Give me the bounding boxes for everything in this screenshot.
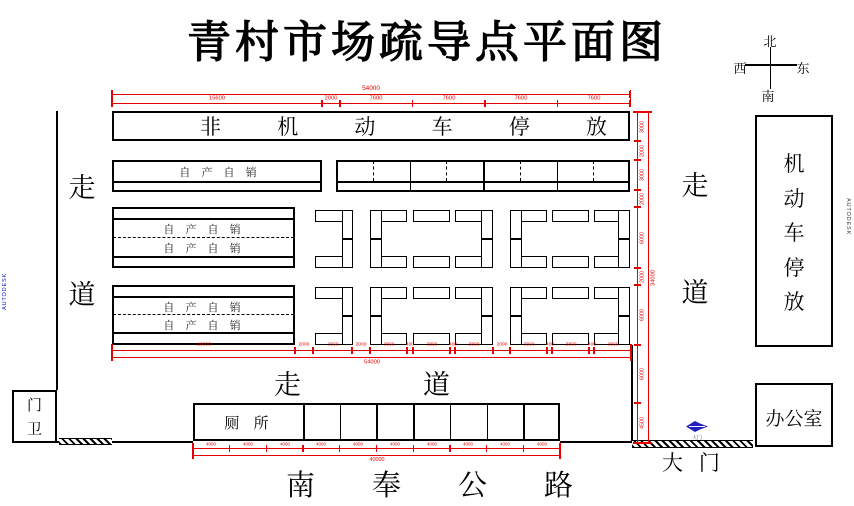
dim-bottom-label: 400	[587, 341, 596, 347]
stall-counter-divider	[619, 238, 629, 240]
left-boundary-line	[56, 111, 58, 390]
toilet-cell-line	[376, 403, 378, 441]
dim-bottom-label: 2000	[355, 341, 367, 347]
toilet-cell-line	[450, 403, 452, 441]
walkway-right-label	[681, 164, 709, 310]
stall-counter-divider	[342, 238, 353, 240]
char: 车	[783, 222, 805, 245]
dim-right-label: 6000	[638, 367, 645, 381]
dim-bottom-label: 400	[405, 341, 415, 347]
self-sale-label-3: 自 产 自 销	[163, 243, 245, 255]
gate-guard-label	[14, 394, 55, 439]
char: 放	[585, 116, 607, 139]
stall-counter-divider	[511, 315, 521, 317]
dim-right-total-label: 34000	[648, 269, 656, 286]
dim-toilet-label: 4000	[536, 441, 547, 447]
dim-toilet-tick	[449, 445, 450, 452]
toilet-cell-line	[413, 403, 415, 441]
dim-bottom-label: 400	[545, 341, 554, 347]
dim-toilet-tick	[192, 445, 193, 452]
char: 门	[26, 397, 42, 414]
dim-bottom-tick	[509, 347, 510, 354]
dim-toilet-total-label: 40000	[368, 455, 385, 462]
dim-toilet-label: 4000	[500, 441, 510, 447]
dim-bottom-label: 400	[448, 341, 457, 347]
dim-right-label: 3000	[638, 168, 645, 182]
dim-toilet-label: 4000	[316, 441, 327, 447]
dim-bottom-tick	[546, 347, 547, 354]
stall-counter	[413, 210, 450, 222]
compass-horizontal-line	[745, 64, 797, 66]
stall-counter-divider	[371, 315, 381, 317]
row3-strip-line	[113, 256, 294, 258]
stall-counter	[552, 210, 589, 222]
dim-top-label: 7600	[369, 94, 383, 101]
dim-toilet-label: 4000	[206, 441, 217, 447]
toilet-cell-line	[523, 403, 525, 441]
dim-right-label: 2000	[638, 144, 645, 157]
side-gate-hatch	[59, 438, 112, 445]
char: 车	[431, 116, 453, 139]
stall-counter-divider	[511, 238, 521, 240]
stall-counter-divider	[482, 238, 492, 240]
dim-right-total-tick	[645, 442, 652, 443]
dim-right-label: 6000	[638, 231, 645, 244]
stall-strip-dashed-line	[520, 161, 521, 181]
compass-south: 南	[761, 89, 775, 104]
dim-right-label: 6000	[638, 308, 645, 322]
non-motor-parking-label	[200, 111, 607, 141]
stall-strip-cell-line	[557, 160, 559, 192]
dim-toilet-tick	[229, 445, 230, 452]
dim-toilet-tick	[486, 445, 487, 452]
dim-toilet-tick	[523, 445, 524, 452]
dim-top-total-label: 54000	[362, 84, 380, 92]
dim-toilet-label: 4000	[279, 441, 290, 447]
dim-bottom-label: 2000	[298, 341, 310, 347]
dim-top-label: 7600	[442, 94, 456, 101]
compass-east: 东	[796, 61, 810, 76]
dim-bottom-label: 3800	[326, 341, 339, 347]
stall-strip-cell-line	[410, 160, 412, 192]
toilet-cell-line	[340, 403, 342, 441]
dim-top-tick	[484, 100, 485, 107]
dim-toilet-label: 4000	[426, 441, 437, 447]
self-sale-label-4: 自 产 自 销	[163, 302, 245, 314]
dim-bottom-tick	[294, 347, 295, 354]
dim-toilet-label: 4000	[389, 441, 400, 447]
dim-right-label: 3000	[638, 120, 645, 133]
dim-top-label: 7600	[587, 94, 601, 101]
dim-top-line	[112, 103, 630, 104]
dim-bottom-tick	[593, 347, 594, 354]
stall-counter	[413, 256, 450, 268]
dim-bottom-label: 3800	[468, 341, 480, 347]
dim-top-tick	[111, 100, 112, 107]
char: 停	[508, 116, 530, 139]
dim-bottom-total-tick	[111, 354, 112, 361]
dim-top-label: 7600	[514, 94, 528, 101]
dim-bottom-label: 3800	[425, 341, 438, 347]
row3-dashed-line	[113, 237, 294, 238]
dim-bottom-tick	[454, 347, 455, 354]
dim-right-label: 2000	[638, 192, 645, 205]
page-title: 青村市场疏导点平面图	[187, 18, 667, 67]
char: 公	[457, 469, 487, 502]
dim-bottom-tick	[412, 347, 413, 354]
dim-bottom-label: 3800	[522, 341, 535, 347]
char: 放	[783, 291, 805, 314]
char: 走	[68, 173, 96, 203]
self-sale-label-2: 自 产 自 销	[163, 224, 245, 236]
dim-bottom-tick	[312, 347, 313, 354]
stall-counter-divider	[619, 315, 629, 317]
dim-toilet-label: 4000	[243, 441, 253, 447]
ground-line-right	[560, 441, 632, 443]
dim-right-tick	[634, 442, 641, 443]
stall-counter	[413, 287, 450, 299]
walkway-bottom-label	[274, 367, 450, 400]
char: 走	[274, 369, 301, 400]
dim-toilet-tick	[559, 445, 560, 452]
dim-right-tick	[634, 344, 641, 345]
dim-toilet-tick	[413, 445, 414, 452]
char: 道	[68, 280, 96, 310]
main-gate-label: 大 门	[662, 452, 725, 475]
stall-strip-dashed-line	[593, 161, 594, 181]
char: 非	[200, 116, 221, 139]
dim-toilet-label: 4000	[463, 441, 474, 447]
char: 机	[783, 153, 805, 176]
office-label: 办公室	[765, 409, 823, 430]
dim-top-label: 2000	[324, 94, 338, 101]
dim-bottom-tick	[551, 347, 552, 354]
toilet-cell-line	[487, 403, 489, 441]
road-label	[286, 466, 573, 500]
dim-bottom-tick	[630, 347, 631, 354]
dim-toilet-tick	[339, 445, 340, 452]
dim-bottom-label: 3800	[382, 341, 395, 347]
gate-marker-icon	[686, 421, 708, 432]
stall-strip-dashed-line	[373, 161, 374, 181]
row4-strip-line	[113, 296, 294, 298]
dim-bottom-tick	[492, 347, 493, 354]
dim-toilet-label: 4000	[353, 441, 364, 447]
dim-right-label: 2000	[638, 270, 645, 283]
dim-top-tick	[321, 100, 322, 107]
dim-bottom-label: 3800	[606, 341, 619, 347]
dim-toilet-tick	[376, 445, 377, 452]
dim-right-tick	[634, 189, 641, 190]
char: 走	[681, 171, 709, 201]
dim-toilet-tick	[266, 445, 267, 452]
dim-top-total-tick	[111, 91, 112, 98]
stall-counter-divider	[482, 315, 492, 317]
row3-strip-line	[113, 218, 294, 220]
dim-bottom-tick	[111, 347, 112, 354]
self-sale-label-1: 自 产 自 销	[179, 167, 261, 179]
compass-vertical-line	[770, 47, 772, 89]
motor-parking-label	[755, 148, 833, 316]
watermark-right: AUTODESK	[845, 198, 851, 236]
stall-strip-cell-line	[483, 160, 485, 192]
char: 动	[783, 187, 805, 211]
char: 卫	[26, 421, 42, 438]
dim-top-tick	[412, 100, 413, 107]
watermark-left: AUTODESK	[2, 272, 8, 310]
stall-counter	[552, 287, 589, 299]
dim-bottom-tick	[351, 347, 352, 354]
dim-right-label: 4500	[638, 416, 645, 430]
compass-west: 西	[733, 61, 747, 76]
dim-bottom-label: 3800	[564, 341, 577, 347]
toilet-cell-line	[303, 403, 305, 441]
char: 路	[543, 469, 573, 502]
dim-bottom-tick	[369, 347, 370, 354]
dim-top-total-tick	[629, 91, 630, 98]
dim-toilet-tick	[302, 445, 303, 452]
dim-bottom-tick	[588, 347, 589, 354]
char: 停	[783, 256, 805, 280]
toilet-label: 厕 所	[224, 415, 274, 432]
stall-strip-dashed-line	[446, 161, 447, 181]
char: 奉	[371, 469, 401, 502]
dim-bottom-total-label: 54000	[363, 357, 380, 365]
walkway-left-label	[68, 166, 96, 312]
dim-right-tick	[634, 206, 641, 207]
dim-right-tick	[634, 402, 641, 403]
dim-top-tick	[629, 100, 630, 107]
dim-bottom-tick	[406, 347, 407, 354]
dim-toilet-total-tick	[192, 452, 193, 459]
self-sale-row4-left	[112, 285, 295, 345]
char: 道	[681, 278, 709, 308]
dim-right-tick	[634, 140, 641, 141]
dim-right-tick	[634, 267, 641, 268]
dim-right-tick	[634, 111, 641, 112]
dim-right-tick	[634, 159, 641, 160]
char: 道	[423, 369, 450, 400]
dim-right-tick	[634, 284, 641, 285]
stall-counter-divider	[342, 315, 353, 317]
dim-top-label: 15600	[208, 94, 226, 101]
char: 动	[354, 116, 376, 139]
dim-toilet-total-tick	[559, 452, 560, 459]
dim-bottom-total-tick	[630, 354, 631, 361]
compass-north: 北	[763, 34, 777, 49]
dim-top-tick	[557, 100, 558, 107]
stall-counter-divider	[371, 238, 381, 240]
dim-right-total-tick	[645, 111, 652, 112]
dim-bottom-label: 18000	[196, 341, 211, 347]
self-sale-row2-left-divider	[113, 181, 321, 183]
dim-top-tick	[339, 100, 340, 107]
stall-counter	[552, 256, 589, 268]
char: 机	[277, 116, 299, 139]
self-sale-label-5: 自 产 自 销	[163, 320, 245, 332]
gate-marker-caption: 大门	[692, 434, 702, 441]
dim-bottom-tick	[449, 347, 450, 354]
dim-bottom-label: 2000	[495, 341, 508, 347]
dim-bottom-line	[112, 350, 631, 351]
char: 南	[286, 469, 316, 502]
